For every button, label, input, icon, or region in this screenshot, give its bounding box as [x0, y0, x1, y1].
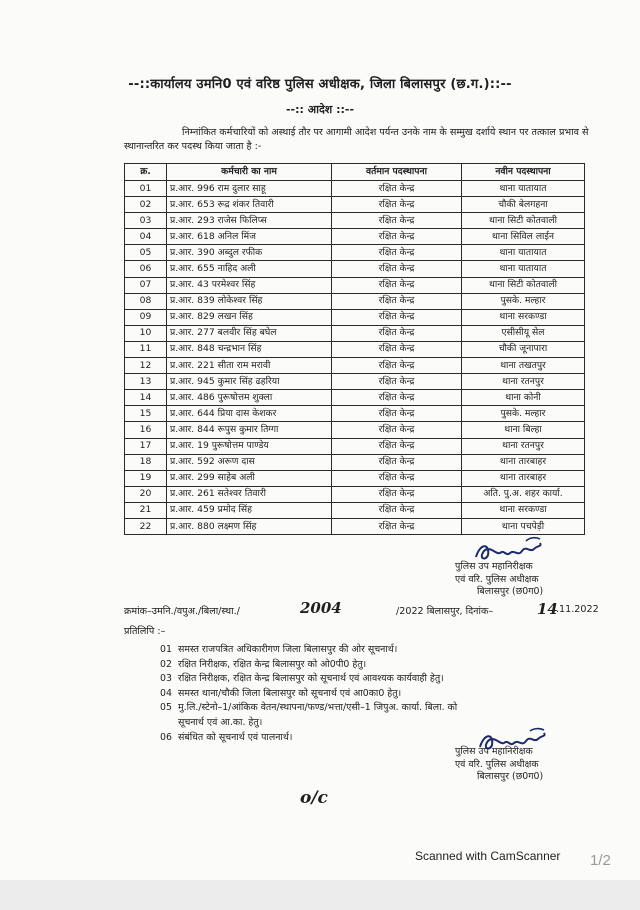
cell-new-posting: पुसके. मल्हार [462, 406, 585, 422]
col-header-new-posting: नवीन पदस्थापना [462, 164, 585, 181]
copy-item-text: समस्त थाना/चौकी जिला बिलासपुर को सूचनार्थ एवं आ0का0 हेतु। [178, 687, 402, 699]
table-header-row [125, 164, 585, 181]
cell-current-posting: रक्षित केन्द्र [332, 470, 462, 486]
cell-serial: 13 [125, 374, 167, 390]
cell-current-posting: रक्षित केन्द्र [332, 341, 462, 357]
cell-employee-name: प्र.आर. 945 कुमार सिंह ढहरिया [167, 374, 332, 390]
signature-block-bottom [455, 746, 543, 784]
signatory-designation-2: एवं वरि. पुलिस अधीक्षक [455, 758, 539, 770]
cell-employee-name: प्र.आर. 390 अब्दुल रफीक [167, 245, 332, 261]
cell-new-posting: थाना सिटी कोतवाली [462, 213, 585, 229]
order-number-handwritten: 2004 [300, 599, 342, 617]
copy-item-number: 02 [160, 658, 172, 670]
cell-new-posting: थाना रतनपुर [462, 374, 585, 390]
cell-new-posting: थाना तारबाहर [462, 470, 585, 486]
cell-current-posting: रक्षित केन्द्र [332, 181, 462, 197]
cell-current-posting: रक्षित केन्द्र [332, 245, 462, 261]
list-item [160, 672, 580, 687]
copy-to-label: प्रतिलिपि :– [124, 626, 166, 637]
table-row [125, 470, 585, 486]
cell-current-posting: रक्षित केन्द्र [332, 213, 462, 229]
signatory-designation: पुलिस उप महानिरीक्षक [455, 746, 533, 757]
copy-item-number: 03 [160, 673, 172, 685]
cell-employee-name: प्र.आर. 19 पुरूषोत्तम पाण्डेय [167, 438, 332, 454]
cell-serial: 08 [125, 293, 167, 309]
col-header-current-posting: वर्तमान पदस्थापना [332, 164, 462, 181]
cell-serial: 15 [125, 406, 167, 422]
table-row [125, 245, 585, 261]
table-row [125, 325, 585, 341]
cell-serial: 18 [125, 454, 167, 470]
cell-employee-name: प्र.आर. 839 लोकेश्वर सिंह [167, 293, 332, 309]
cell-current-posting: रक्षित केन्द्र [332, 390, 462, 406]
cell-serial: 01 [125, 181, 167, 197]
cell-new-posting: थाना सिविल लाईन [462, 229, 585, 245]
cell-employee-name: प्र.आर. 299 साहेब अली [167, 470, 332, 486]
copy-item-text: रक्षित निरीक्षक, रक्षित केन्द्र बिलासपुर को ओ0पी0 हेतु। [178, 658, 367, 670]
intro-text: निम्नांकित कर्मचारियों को अस्थाई तौर पर आगामी आदेश पर्यन्त उनके नाम के सम्मुख दर्शाये स्थान पर तत्काल प्रभाव से स्थानान्तरित कर पदस्थ किया जाता है :- [124, 127, 589, 152]
cell-new-posting: थाना यातायात [462, 245, 585, 261]
col-header-serial: क्र. [125, 164, 167, 181]
table-row [125, 406, 585, 422]
copy-item-text: संबंधित को सूचनार्थ एवं पालनार्थ। [178, 731, 293, 743]
table-body [125, 181, 585, 535]
cell-serial: 21 [125, 502, 167, 518]
cell-current-posting: रक्षित केन्द्र [332, 293, 462, 309]
signatory-location: बिलासपुर (छ0ग0) [477, 771, 544, 782]
cell-employee-name: प्र.आर. 618 अनिल मिंज [167, 229, 332, 245]
table-row [125, 390, 585, 406]
cell-new-posting: थाना सरकण्डा [462, 502, 585, 518]
table-row [125, 422, 585, 438]
cell-current-posting: रक्षित केन्द्र [332, 438, 462, 454]
cell-employee-name: प्र.आर. 261 सतेश्वर तिवारी [167, 486, 332, 502]
cell-current-posting: रक्षित केन्द्र [332, 325, 462, 341]
table-row [125, 213, 585, 229]
cell-new-posting: थाना यातायात [462, 261, 585, 277]
page-indicator: 1/2 [590, 852, 611, 869]
col-header-name: कर्मचारी का नाम [167, 164, 332, 181]
table-row [125, 518, 585, 534]
cell-employee-name: प्र.आर. 829 लखन सिंह [167, 309, 332, 325]
office-header: --::कार्यालय उमनि0 एवं वरिष्ठ पुलिस अधीक्षक, जिला बिलासपुर (छ.ग.)::-- [128, 77, 512, 92]
list-item [160, 643, 580, 658]
cell-employee-name: प्र.आर. 277 बलवीर सिंह बघेल [167, 325, 332, 341]
cell-new-posting: थाना सरकण्डा [462, 309, 585, 325]
handwritten-oc-note: o/c [300, 788, 328, 808]
cell-serial: 03 [125, 213, 167, 229]
intro-paragraph [124, 126, 590, 154]
table-row [125, 261, 585, 277]
signature-block-top [455, 561, 543, 599]
signatory-designation-2: एवं वरि. पुलिस अधीक्षक [455, 573, 539, 585]
cell-current-posting: रक्षित केन्द्र [332, 454, 462, 470]
cell-employee-name: प्र.आर. 848 चन्द्रभान सिंह [167, 341, 332, 357]
cell-new-posting: थाना तखतपुर [462, 358, 585, 374]
cell-serial: 11 [125, 341, 167, 357]
cell-new-posting: थाना सिटी कोतवाली [462, 277, 585, 293]
order-ref-middle: /2022 बिलासपुर, दिनांक– [396, 606, 494, 617]
cell-serial: 14 [125, 390, 167, 406]
cell-new-posting: थाना यातायात [462, 181, 585, 197]
cell-current-posting: रक्षित केन्द्र [332, 197, 462, 213]
cell-current-posting: रक्षित केन्द्र [332, 502, 462, 518]
cell-new-posting: अति. पु.अ. शहर कार्या. [462, 486, 585, 502]
transfer-table [124, 163, 585, 535]
cell-employee-name: प्र.आर. 221 सीता राम मरावी [167, 358, 332, 374]
cell-serial: 07 [125, 277, 167, 293]
table-row [125, 374, 585, 390]
table-row [125, 341, 585, 357]
cell-new-posting: एसीसीयू सेल [462, 325, 585, 341]
cell-serial: 16 [125, 422, 167, 438]
cell-serial: 22 [125, 518, 167, 534]
table-row [125, 454, 585, 470]
table-row [125, 277, 585, 293]
copy-item-number: 01 [160, 644, 172, 655]
camscanner-watermark: Scanned with CamScanner [415, 849, 561, 863]
list-item [160, 687, 580, 702]
cell-new-posting: थाना रतनपुर [462, 438, 585, 454]
cell-current-posting: रक्षित केन्द्र [332, 422, 462, 438]
cell-employee-name: प्र.आर. 43 परमेश्वर सिंह [167, 277, 332, 293]
table-row [125, 197, 585, 213]
cell-serial: 12 [125, 358, 167, 374]
order-date-suffix: .11.2022 [556, 604, 599, 615]
cell-serial: 02 [125, 197, 167, 213]
table-row [125, 358, 585, 374]
cell-current-posting: रक्षित केन्द्र [332, 406, 462, 422]
order-ref-prefix: क्रमांक–उमनि./वपुअ./बिला/स्था./ [124, 606, 240, 617]
cell-employee-name: प्र.आर. 592 अरूण दास [167, 454, 332, 470]
cell-current-posting: रक्षित केन्द्र [332, 518, 462, 534]
order-day-handwritten: 14 [537, 600, 558, 618]
table-row [125, 293, 585, 309]
cell-employee-name: प्र.आर. 293 राजेस फिलिप्स [167, 213, 332, 229]
cell-current-posting: रक्षित केन्द्र [332, 261, 462, 277]
cell-new-posting: थाना तारबाहर [462, 454, 585, 470]
table-row [125, 438, 585, 454]
cell-current-posting: रक्षित केन्द्र [332, 277, 462, 293]
cell-new-posting: थाना पचपेड़ी [462, 518, 585, 534]
cell-serial: 17 [125, 438, 167, 454]
order-heading: --:: आदेश ::-- [285, 103, 355, 116]
cell-employee-name: प्र.आर. 655 नाहिद अली [167, 261, 332, 277]
cell-employee-name: प्र.आर. 486 पुरूषोत्तम शुक्ला [167, 390, 332, 406]
cell-employee-name: प्र.आर. 459 प्रमोद सिंह [167, 502, 332, 518]
viewer-footer-bar [0, 880, 640, 910]
copy-item-number: 06 [160, 731, 172, 743]
cell-current-posting: रक्षित केन्द्र [332, 486, 462, 502]
copy-item-text: रक्षित निरीक्षक, रक्षित केन्द्र बिलासपुर को सूचनार्थ एवं आवश्यक कार्यवाही हेतु। [178, 673, 444, 685]
cell-new-posting: चौकी बेलगहना [462, 197, 585, 213]
copy-item-text: समस्त राजपत्रित अधिकारीगण जिला बिलासपुर की ओर सूचनार्थ। [178, 644, 398, 655]
cell-employee-name: प्र.आर. 653 रूद्र शंकर तिवारी [167, 197, 332, 213]
cell-new-posting: पुसके. मल्हार [462, 293, 585, 309]
cell-serial: 06 [125, 261, 167, 277]
table-row [125, 181, 585, 197]
table-row [125, 309, 585, 325]
table-row [125, 486, 585, 502]
cell-serial: 19 [125, 470, 167, 486]
copy-item-continuation: सूचनार्थ एवं आ.का. हेतु। [178, 716, 263, 728]
cell-serial: 05 [125, 245, 167, 261]
cell-new-posting: थाना कोनी [462, 390, 585, 406]
table-row [125, 229, 585, 245]
cell-serial: 10 [125, 325, 167, 341]
copy-item-number: 04 [160, 687, 172, 699]
cell-current-posting: रक्षित केन्द्र [332, 374, 462, 390]
table-row [125, 502, 585, 518]
cell-employee-name: प्र.आर. 880 लक्ष्मण सिंह [167, 518, 332, 534]
copy-item-text: मु.लि./स्टेनो–1/आंकिक वेतन/स्थापना/फण्ड/भत्ता/एसी–1 जिपुअ. कार्या. बिला. को [178, 702, 458, 714]
signatory-designation: पुलिस उप महानिरीक्षक [455, 561, 533, 572]
cell-employee-name: प्र.आर. 644 प्रिया दास केशकर [167, 406, 332, 422]
cell-current-posting: रक्षित केन्द्र [332, 309, 462, 325]
cell-serial: 20 [125, 486, 167, 502]
cell-serial: 04 [125, 229, 167, 245]
cell-employee-name: प्र.आर. 996 राम दुलार साहू [167, 181, 332, 197]
cell-employee-name: प्र.आर. 844 रूपुस कुमार तिग्गा [167, 422, 332, 438]
cell-new-posting: चौकी जूनापारा [462, 341, 585, 357]
list-item [160, 658, 580, 673]
copy-item-number: 05 [160, 702, 172, 714]
cell-current-posting: रक्षित केन्द्र [332, 358, 462, 374]
cell-new-posting: थाना बिल्हा [462, 422, 585, 438]
signatory-location: बिलासपुर (छ0ग0) [477, 586, 544, 597]
cell-current-posting: रक्षित केन्द्र [332, 229, 462, 245]
cell-serial: 09 [125, 309, 167, 325]
